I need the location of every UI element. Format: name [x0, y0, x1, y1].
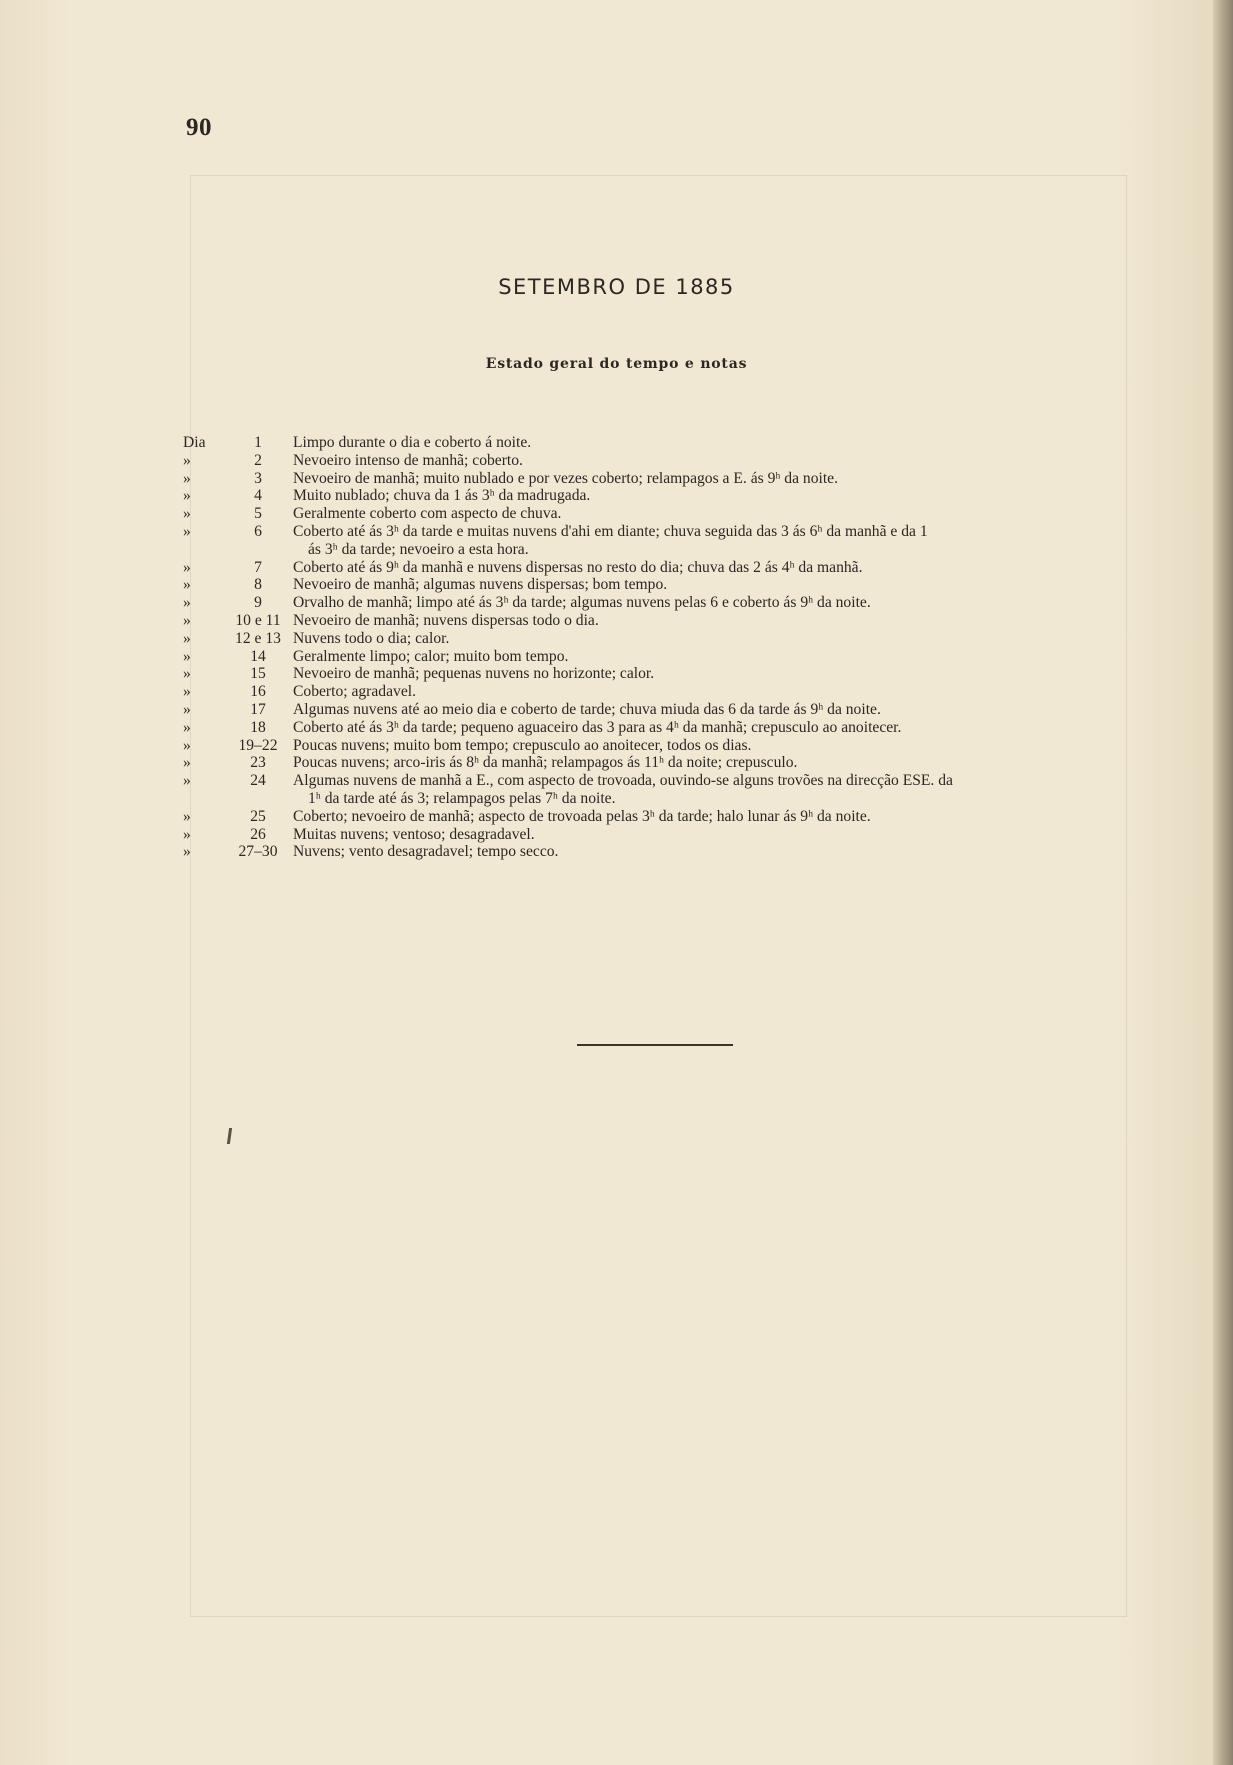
entry-note [293, 808, 1093, 826]
entry-note [293, 612, 1093, 630]
entry-day: 3 [254, 469, 262, 487]
entry-label: » [183, 505, 191, 523]
entry-label: » [183, 487, 191, 505]
entry-note [293, 843, 1093, 861]
end-rule [577, 1044, 733, 1046]
list-item [183, 648, 1128, 666]
entry-day: 18 [250, 718, 266, 736]
entry-note-line: Coberto até ás 9ʰ da manhã e nuvens dispersas no resto do dia; chuva das 2 ás 4ʰ da manhã. [293, 558, 863, 576]
entry-note-line: Nuvens; vento desagradavel; tempo secco. [293, 843, 559, 861]
list-item [183, 487, 1128, 505]
entry-label: » [183, 772, 191, 790]
entry-note [293, 434, 1093, 452]
entry-label: » [183, 594, 191, 612]
entry-note [293, 683, 1093, 701]
entry-day: 23 [250, 754, 266, 772]
entry-note-line: 1ʰ da tarde até ás 3; relampagos pelas 7ʰ da noite. [308, 789, 616, 807]
entry-note [293, 487, 1093, 505]
entry-label: » [183, 558, 191, 576]
entry-note-line: Geralmente limpo; calor; muito bom tempo. [293, 647, 569, 665]
entry-note [293, 665, 1093, 683]
entry-note-line: Coberto; nevoeiro de manhã; aspecto de trovoada pelas 3ʰ da tarde; halo lunar ás 9ʰ da noite. [293, 807, 871, 825]
entry-note-line: Nevoeiro de manhã; pequenas nuvens no horizonte; calor. [293, 665, 655, 683]
entry-label: » [183, 843, 191, 861]
entry-note-line: Geralmente coberto com aspecto de chuva. [293, 505, 562, 523]
entry-note [293, 701, 1093, 719]
entry-day: 19–22 [238, 736, 278, 754]
entry-day: 15 [250, 665, 266, 683]
entry-label: » [183, 825, 191, 843]
section-subtitle: Estado geral do tempo e notas [485, 356, 748, 372]
list-item [183, 576, 1128, 594]
list-item [183, 826, 1128, 844]
list-item [183, 754, 1128, 772]
entry-note [293, 719, 1093, 737]
entry-label: » [183, 451, 191, 469]
entry-note-line: Algumas nuvens de manhã a E., com aspecto de trovoada, ouvindo-se alguns trovões na direcção ESE. da [293, 772, 953, 790]
entry-day: 10 e 11 [235, 611, 281, 629]
entry-day: 2 [254, 451, 262, 469]
entry-day: 25 [250, 807, 266, 825]
entry-note [293, 505, 1093, 523]
entry-day: 9 [254, 594, 262, 612]
entry-note [293, 452, 1093, 470]
entry-day: 8 [254, 576, 262, 594]
entry-note [293, 576, 1093, 594]
entry-note [293, 648, 1093, 666]
entry-note-line: Coberto até ás 3ʰ da tarde; pequeno aguaceiro das 3 para as 4ʰ da manhã; crepusculo ao anoitecer. [293, 718, 902, 736]
entry-note-line: Nevoeiro intenso de manhã; coberto. [293, 451, 523, 469]
list-item [183, 523, 1128, 559]
list-item [183, 452, 1128, 470]
list-item [183, 701, 1128, 719]
entry-label: » [183, 718, 191, 736]
list-item [183, 612, 1128, 630]
entry-label: » [183, 683, 191, 701]
entry-label: » [183, 611, 191, 629]
list-item [183, 470, 1128, 488]
entry-label: » [183, 522, 191, 540]
entry-day: 1 [254, 434, 262, 451]
entry-label: » [183, 665, 191, 683]
entry-label: » [183, 647, 191, 665]
show-through-table [190, 175, 1127, 1617]
entry-note [293, 594, 1093, 612]
list-item [183, 594, 1128, 612]
entry-note-line: Muitas nuvens; ventoso; desagradavel. [293, 825, 535, 843]
entry-note-line: Nuvens todo o dia; calor. [293, 629, 450, 647]
list-item [183, 843, 1128, 861]
entry-note [293, 559, 1093, 577]
list-item [183, 737, 1128, 755]
entry-note [293, 523, 1093, 559]
entry-note-line: Nevoeiro de manhã; nuvens dispersas todo o dia. [293, 611, 599, 629]
list-item [183, 719, 1128, 737]
entry-label: » [183, 469, 191, 487]
entry-note [293, 772, 1093, 808]
entry-day: 14 [250, 647, 266, 665]
entry-day: 16 [250, 683, 266, 701]
entry-note-line: Coberto até ás 3ʰ da tarde e muitas nuvens d'ahi em diante; chuva seguida das 3 ás 6ʰ da manhã e da 1 [293, 522, 928, 540]
entry-note [293, 737, 1093, 755]
list-item [183, 559, 1128, 577]
entry-note-line: Poucas nuvens; arco-iris ás 8ʰ da manhã; relampagos ás 11ʰ da noite; crepusculo. [293, 754, 798, 772]
entry-label: » [183, 576, 191, 594]
entry-label: » [183, 629, 191, 647]
entry-day: 12 e 13 [235, 629, 281, 647]
page-number: 90 [186, 114, 212, 141]
entry-day: 27–30 [238, 843, 278, 861]
entry-note-line: ás 3ʰ da tarde; nevoeiro a esta hora. [308, 540, 529, 558]
entry-note [293, 630, 1093, 648]
entry-day: 6 [254, 522, 262, 540]
entry-note-line: Algumas nuvens até ao meio dia e coberto de tarde; chuva miuda das 6 da tarde ás 9ʰ da noite. [293, 700, 881, 718]
list-item [183, 665, 1128, 683]
list-item [183, 434, 1128, 452]
list-item [183, 683, 1128, 701]
entry-label: » [183, 700, 191, 718]
entry-note-line: Nevoeiro de manhã; algumas nuvens dispersas; bom tempo. [293, 576, 668, 594]
entry-label: » [183, 736, 191, 754]
list-item [183, 772, 1128, 808]
entry-note-line: Poucas nuvens; muito bom tempo; crepusculo ao anoitecer, todos os dias. [293, 736, 752, 754]
weather-notes-list [183, 434, 1128, 861]
page-edge [1213, 0, 1233, 1765]
entry-label: » [183, 754, 191, 772]
entry-label: Dia [183, 434, 206, 451]
entry-day: 4 [254, 487, 262, 505]
entry-day: 7 [254, 558, 262, 576]
page-title: SETEMBRO DE 1885 [498, 275, 735, 299]
entry-day: 5 [254, 505, 262, 523]
list-item [183, 630, 1128, 648]
entry-note-line: Limpo durante o dia e coberto á noite. [293, 434, 532, 451]
entry-note [293, 470, 1093, 488]
entry-note-line: Muito nublado; chuva da 1 ás 3ʰ da madrugada. [293, 487, 591, 505]
entry-note-line: Nevoeiro de manhã; muito nublado e por vezes coberto; relampagos a E. ás 9ʰ da noite. [293, 469, 838, 487]
entry-label: » [183, 807, 191, 825]
entry-day: 17 [250, 700, 266, 718]
entry-note [293, 754, 1093, 772]
list-item [183, 505, 1128, 523]
entry-day: 24 [250, 772, 266, 790]
list-item [183, 808, 1128, 826]
entry-note-line: Coberto; agradavel. [293, 683, 416, 701]
entry-note [293, 826, 1093, 844]
entry-note-line: Orvalho de manhã; limpo até ás 3ʰ da tarde; algumas nuvens pelas 6 e coberto ás 9ʰ da noite. [293, 594, 871, 612]
entry-day: 26 [250, 825, 266, 843]
